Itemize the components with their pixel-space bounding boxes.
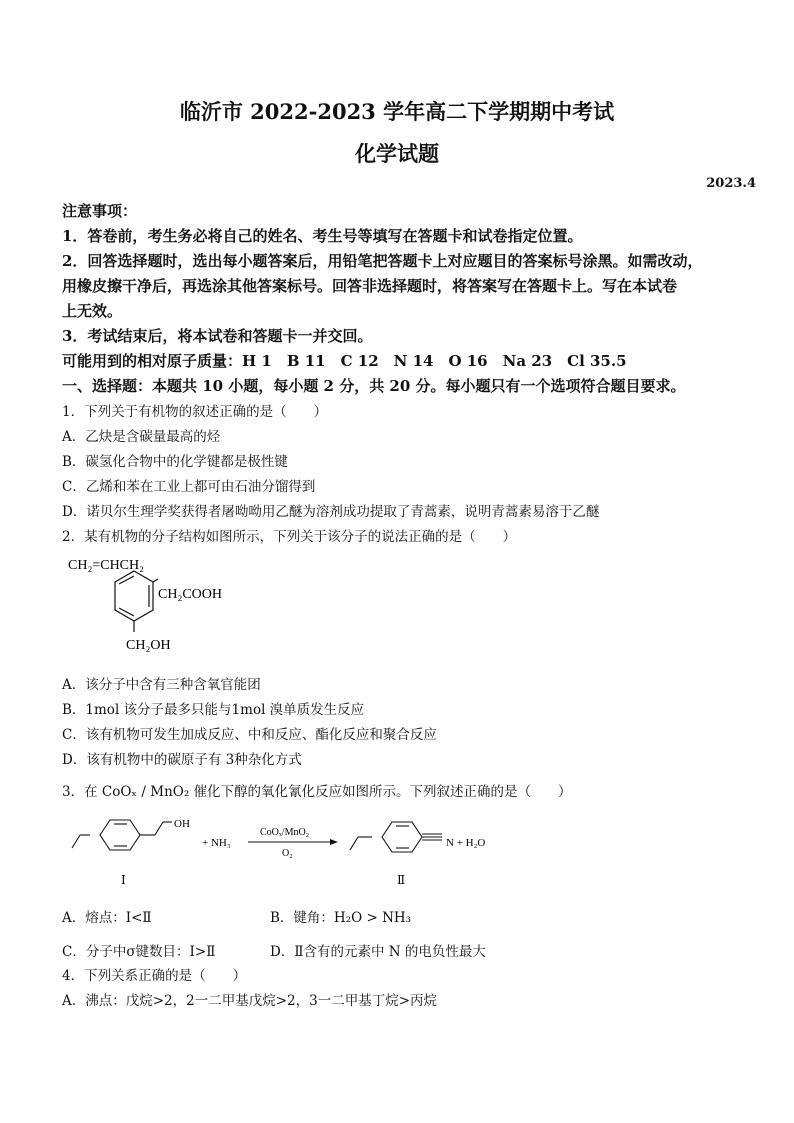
atomic-mass-line: 可能用到的相对原子质量：H 1 B 11 C 12 N 14 O 16 Na 23 Cl 35.5 <box>62 352 627 370</box>
exam-title: 临沂市 2022-2023 学年高二下学期期中考试 <box>179 99 615 124</box>
q2-structure-diagram <box>60 550 260 660</box>
q2-option-a: A．该分子中含有三种含氧官能团 <box>62 677 261 693</box>
q2-struct-right-label: CH₂COOH <box>158 587 222 602</box>
benzene-ring <box>115 571 158 632</box>
q3-label-compound-1: Ⅰ <box>121 873 126 887</box>
q3-option-c: C．分子中σ键数目：Ⅰ>Ⅱ <box>62 944 216 960</box>
q4-option-a: A．沸点：戊烷>2，2一二甲基戊烷>2，3一二甲基丁烷>丙烷 <box>62 993 438 1009</box>
q3-oh-label: OH <box>174 818 190 830</box>
section-heading: 一、选择题：本题共 10 小题，每小题 2 分，共 20 分。每小题只有一个选项符合题目要求。 <box>62 377 686 395</box>
notice-item-3: 3．考试结束后，将本试卷和答题卡一并交回。 <box>62 327 373 345</box>
q3-stem: 3．在 CoOₓ / MnO₂ 催化下醇的氧化氰化反应如图所示。下列叙述正确的是（ ） <box>62 784 572 800</box>
notice-heading: 注意事项： <box>62 202 138 220</box>
q3-option-d: D．Ⅱ含有的元素中 N 的电负性最大 <box>270 944 486 960</box>
q1-option-a: A．乙炔是含碳量最高的烃 <box>62 429 221 445</box>
q3-option-a: A．熔点：Ⅰ<Ⅱ <box>62 910 152 926</box>
q3-label-compound-2: Ⅱ <box>397 873 406 887</box>
q2-option-d: D．该有机物中的碳原子有 3种杂化方式 <box>62 752 302 768</box>
q2-struct-top-label: CH₂=CHCH₂ <box>68 558 145 573</box>
exam-subject: 化学试题 <box>355 141 439 166</box>
q3-reaction-scheme <box>60 810 530 890</box>
reactant-structure <box>72 820 172 850</box>
q3-option-b: B．键角：H₂O > NH₃ <box>270 910 412 926</box>
notice-item-1: 1．答卷前，考生务必将自己的姓名、考生号等填写在答题卡和试卷指定位置。 <box>62 227 583 245</box>
q3-catalyst-label: CoOₓ/MnO₂ <box>260 827 310 838</box>
q2-stem: 2．某有机物的分子结构如图所示，下列关于该分子的说法正确的是（ ） <box>62 529 517 545</box>
q3-oxygen-label: O₂ <box>282 848 293 859</box>
q2-option-b: B．1mol 该分子最多只能与1mol 溴单质发生反应 <box>62 702 365 718</box>
q3-ammonia-label: + NH₃ <box>202 837 231 849</box>
q4-stem: 4．下列关系正确的是（ ） <box>62 968 247 984</box>
q1-option-c: C．乙烯和苯在工业上都可由石油分馏得到 <box>62 479 316 495</box>
q1-option-b: B．碳氢化合物中的化学键都是极性键 <box>62 454 288 470</box>
reaction-arrow <box>248 839 338 845</box>
q3-product-tail: N + H₂O <box>446 837 486 849</box>
q1-option-d: D．诺贝尔生理学奖获得者屠呦呦用乙醚为溶剂成功提取了青蒿素，说明青蒿素易溶于乙醚 <box>62 504 600 520</box>
notice-item-2-line-3: 上无效。 <box>62 302 123 320</box>
exam-date: 2023.4 <box>706 176 756 191</box>
q2-option-c: C．该有机物可发生加成反应、中和反应、酯化反应和聚合反应 <box>62 727 437 743</box>
q1-stem: 1．下列关于有机物的叙述正确的是（ ） <box>62 404 328 420</box>
q2-struct-bottom-label: CH₂OH <box>126 638 171 653</box>
notice-item-2-line-2: 用橡皮擦干净后，再选涂其他答案标号。回答非选择题时，将答案写在答题卡上。写在本试卷 <box>62 277 678 295</box>
product-structure <box>350 822 442 852</box>
notice-item-2-line-1: 2．回答选择题时，选出每小题答案后，用铅笔把答题卡上对应题目的答案标号涂黑。如需改动， <box>62 252 703 270</box>
